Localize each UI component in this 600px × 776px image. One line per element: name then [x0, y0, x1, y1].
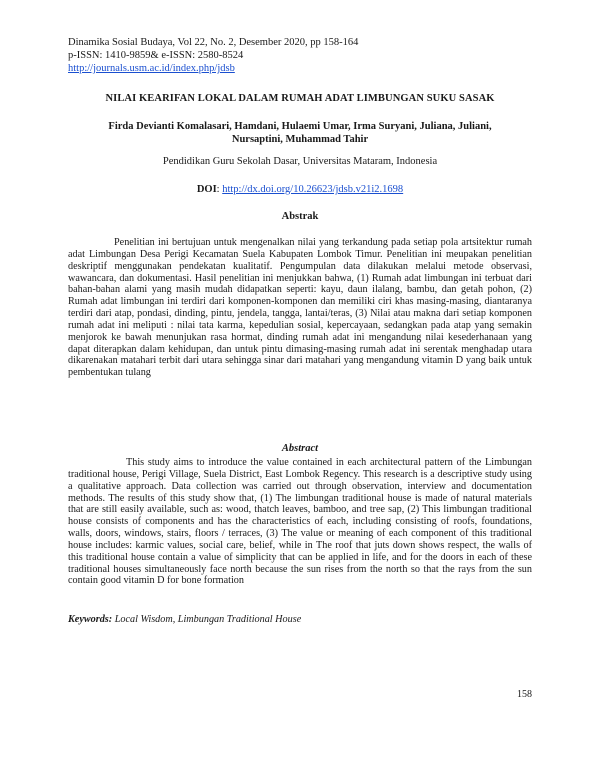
paper-title: NILAI KEARIFAN LOKAL DALAM RUMAH ADAT LIMBUNGAN SUKU SASAK [105, 93, 495, 104]
keywords-label: Keywords: [68, 614, 113, 625]
journal-citation: Dinamika Sosial Budaya, Vol 22, No. 2, Desember 2020, pp 158-164 [68, 37, 359, 48]
abstract-en-heading: Abstract [281, 443, 319, 454]
doi-link[interactable]: http://dx.doi.org/10.26623/jdsb.v21i2.1698 [222, 184, 404, 195]
doi-line [68, 184, 532, 195]
doi-label: DOI [196, 184, 217, 195]
abstract-id-text: Penelitian ini bertujuan untuk mengenalkan nilai yang terkandung pada setiap pola artsitektur rumah adat Limbungan Desa Perigi Kecamatan Suela Kabupaten Lombok Timur. Penelitian ini meupakan penelitian deskriptif menggunakan pendekatan kualitatif. Pengumpulan data dilakukan melalui metode observasi, wawancara, dan dokumentasi. Hasil penelitian ini menjukkan bahwa, (1) Rumah adat limbungan ini terbuat dari bahan-bahan alami yang masih mudah didapatkan seperti: kayu, daun ilalang, bambu, dan getah pohon, (2) Rumah adat limbungan ini terdiri dari komponen-komponen dan memiliki ciri khas masing-masing, diantaranya terdiri dari atap, pondasi, dinding, pintu, jendela, tangga, lantai/teras, (3) Nilai atau makna dari setiap komponen rumah adat ini meliputi : nilai tata karma, kepedulian sosial, kepercayaan, sedangkan pada atap yang semakin menjorok ke bawah menunjukan rasa hormat, dinding rumah adat ini mengandung nilai kesederhanaan yang dapat diterapkan dalam kehidupan, dan untuk pintu dimasing-masing rumah adat ini serentak menghadap utara dikarenakan matahari terbit dari utara sehingga sinar dari matahari yang mengandung vitamin D yang baik untuk pembentukan tulang [68, 237, 532, 379]
page-number: 158 [517, 689, 532, 700]
issn-line: p-ISSN: 1410-9859& e-ISSN: 2580-8524 [68, 50, 244, 61]
journal-header [68, 36, 358, 75]
affiliation: Pendidikan Guru Sekolah Dasar, Universitas Mataram, Indonesia [162, 156, 438, 167]
keywords-line [68, 614, 532, 625]
author-list: Firda Devianti Komalasari, Hamdani, Hulaemi Umar, Irma Suryani, Juliana, Juliani, Nursaptini, Muhammad Tahir [108, 121, 492, 145]
keywords-text: Local Wisdom, Limbungan Traditional House [114, 614, 302, 625]
doi-colon: : [216, 184, 223, 195]
abstract-en-text: This study aims to introduce the value contained in each architectural pattern of the Limbungan traditional house, Perigi Village, Suela District, East Lombok Regency. This research is a descriptive study using a qualitative approach. Data collection was carried out through observation, interview and documentation methods. The results of this study show that, (1) The limbungan traditional house is made of natural materials that are still easily available, such as: wood, thatch leaves, bamboo, and tree sap, (2) This limbungan traditional house consists of components and has the characteristics of each, including consisting of roofs, foundations, walls, doors, windows, stairs, floors / terraces, (3) The value or meaning of each component of this traditional house includes: karmic values, social care, belief, while in The roof that juts down shows respect, the walls of this traditional house contain a value of simplicity that can be applied in life, and for the doors in each of these traditional houses simultaneously face north because the sun rises from the north so that the rays from the sun contain good vitamin D for bone formation [68, 457, 532, 587]
abstract-id-heading: Abstrak [281, 211, 319, 222]
journal-link[interactable]: http://journals.usm.ac.id/index.php/jdsb [68, 63, 235, 74]
